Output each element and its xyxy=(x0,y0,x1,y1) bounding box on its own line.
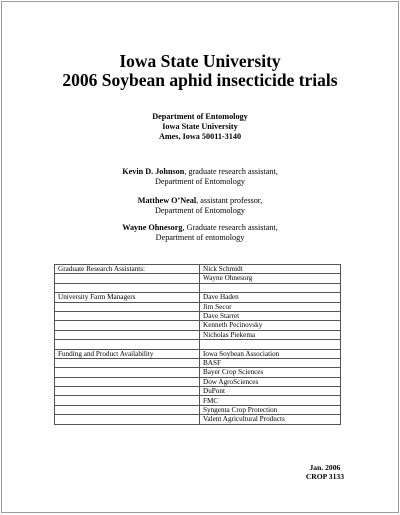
author-department: Department of Entomology xyxy=(154,177,246,186)
table-cell-name: Dow AgroSciences xyxy=(200,377,341,386)
table-row xyxy=(55,330,341,339)
department-block xyxy=(2,112,398,141)
table-cell-category xyxy=(55,377,200,386)
author-department: Department of entomology xyxy=(155,233,245,242)
table-row xyxy=(55,321,341,330)
department-address: Ames, Iowa 50011-3140 xyxy=(158,131,242,141)
table-cell-name xyxy=(200,340,341,349)
author-department: Department of Entomology xyxy=(154,206,246,215)
title-line-2: 2006 Soybean aphid insecticide trials xyxy=(62,70,338,90)
table-cell-name: Jim Secor xyxy=(200,302,341,311)
table-row xyxy=(55,293,341,302)
table-cell-name: Kenneth Pecinovsky xyxy=(200,321,341,330)
table-cell-category xyxy=(55,368,200,377)
table-row xyxy=(55,311,341,320)
footer-date: Jan. 2006 xyxy=(309,463,341,472)
author-block xyxy=(2,223,398,243)
table-cell-category: Graduate Research Assistants: xyxy=(55,265,200,274)
table-row xyxy=(55,302,341,311)
author-role: , Graduate research assistant, xyxy=(182,223,278,232)
table-row xyxy=(55,358,341,367)
department-name: Department of Entomology xyxy=(152,112,248,121)
table-cell-name: Dave Haden xyxy=(200,293,341,302)
table-cell-category xyxy=(55,321,200,330)
table-row xyxy=(55,283,341,292)
table-row xyxy=(55,265,341,274)
table-cell-name: DuPont xyxy=(200,387,341,396)
table-row xyxy=(55,387,341,396)
acknowledgements-table xyxy=(54,264,341,425)
table-cell-category xyxy=(55,396,200,405)
table-cell-category xyxy=(55,330,200,339)
table-cell-category xyxy=(55,274,200,283)
table-cell-category xyxy=(55,387,200,396)
table-cell-category xyxy=(55,415,200,424)
table-row xyxy=(55,396,341,405)
table-row xyxy=(55,368,341,377)
table-row xyxy=(55,415,341,424)
footer-block xyxy=(306,463,344,481)
document-page xyxy=(1,1,399,513)
table-cell-category xyxy=(55,283,200,292)
author-block xyxy=(2,167,398,187)
table-cell-category xyxy=(55,311,200,320)
table-cell-category xyxy=(55,302,200,311)
table-cell-name: Wayne Ohnesorg xyxy=(200,274,341,283)
table-row xyxy=(55,340,341,349)
table-cell-name xyxy=(200,283,341,292)
table-cell-name: Bayer Crop Sciences xyxy=(200,368,341,377)
table-cell-name: Nick Schmidt xyxy=(200,265,341,274)
footer-code: CROP 3133 xyxy=(305,472,344,481)
table-row xyxy=(55,377,341,386)
table-cell-name: Nicholas Piekema xyxy=(200,330,341,339)
table-cell-name: BASF xyxy=(200,358,341,367)
table-row xyxy=(55,405,341,414)
table-cell-name: Dave Starret xyxy=(200,311,341,320)
table-cell-category xyxy=(55,340,200,349)
author-role: , assistant professor, xyxy=(196,196,263,205)
author-block xyxy=(2,196,398,216)
department-university: Iowa State University xyxy=(162,121,238,131)
table-cell-name: Iowa Soybean Association xyxy=(200,349,341,358)
table-cell-category: University Farm Managers xyxy=(55,293,200,302)
author-name: Wayne Ohnesorg xyxy=(122,223,183,232)
table-row xyxy=(55,349,341,358)
title-line-1: Iowa State University xyxy=(119,51,281,71)
table-cell-name: Syngenta Crop Protection xyxy=(200,405,341,414)
author-name: Matthew O’Neal xyxy=(137,196,197,205)
table-cell-name: FMC xyxy=(200,396,341,405)
table-cell-category: Funding and Product Availability xyxy=(55,349,200,358)
author-name: Kevin D. Johnson xyxy=(122,167,185,176)
table-cell-category xyxy=(55,405,200,414)
table-cell-category xyxy=(55,358,200,367)
table-cell-name: Valent Agricultural Products xyxy=(200,415,341,424)
table-row xyxy=(55,274,341,283)
author-role: , graduate research assistant, xyxy=(184,167,278,176)
